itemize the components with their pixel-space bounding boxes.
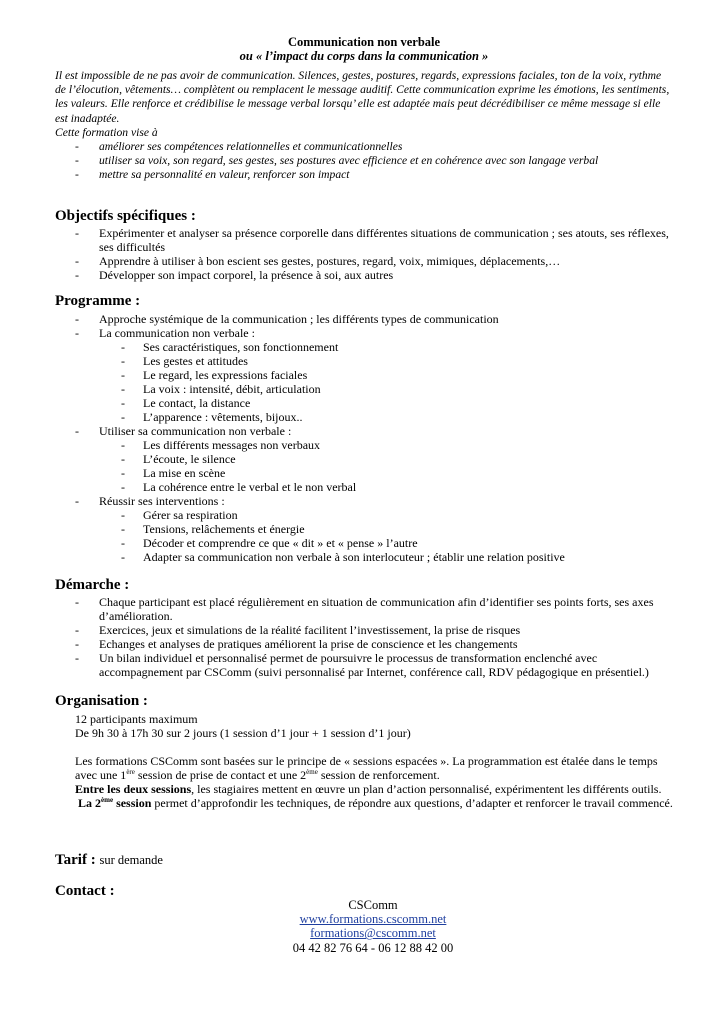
sub-list-item: - Gérer sa respiration [99, 508, 680, 522]
list-item: - Un bilan individuel et personnalisé permet de poursuivre le processus de transformation enclenché avec accompagnement par CSComm (suivi personnalisé par Internet, conférence call, RDV pédagogique en présentiel.) [55, 651, 680, 679]
contact-company: CSComm [348, 898, 398, 912]
programme-list [55, 312, 680, 564]
sub-list-item: - Les différents messages non verbaux [99, 438, 680, 452]
sub-list-item: - Le regard, les expressions faciales [99, 368, 680, 382]
sub-list-item: - Ses caractéristiques, son fonctionnement [99, 340, 680, 354]
sub-list-item: - Le contact, la distance [99, 396, 680, 410]
list-item: - Exercices, jeux et simulations de la réalité facilitent l’investissement, la prise de risques [55, 623, 680, 637]
demarche-list [55, 595, 680, 679]
programme-sublist [99, 340, 680, 424]
sub-list-item: - Adapter sa communication non verbale à son interlocuteur ; établir une relation positive [99, 550, 680, 564]
list-item [55, 424, 680, 494]
document-subtitle: ou « l’impact du corps dans la communication » [239, 49, 489, 63]
organisation-paragraph-between: Entre les deux sessions, les stagiaires mettent en œuvre un plan d’action personnalisé, expérimentent les différents outils. [75, 782, 662, 796]
sub-list-item: - Les gestes et attitudes [99, 354, 680, 368]
list-item: - Echanges et analyses de pratiques améliorent la prise de conscience et les changements [55, 637, 680, 651]
list-item [55, 494, 680, 564]
document-title: Communication non verbale [287, 35, 441, 49]
objectifs-heading: Objectifs spécifiques : [55, 208, 196, 224]
programme-item-label: Approche systémique de la communication ; les différents types de communication [99, 312, 499, 326]
list-item: - Chaque participant est placé régulièrement en situation de communication afin d’identifier ses points forts, ses axes d’amélioration. [55, 595, 680, 623]
list-item: - mettre sa personnalité en valeur, renforcer son impact [55, 168, 675, 182]
list-item: - utiliser sa voix, son regard, ses gestes, ses postures avec efficience et en cohérence avec son langage verbal [55, 154, 675, 168]
email-link[interactable]: formations@cscomm.net [310, 926, 436, 941]
objectifs-list [55, 226, 680, 282]
programme-item-label: La communication non verbale : [99, 326, 255, 340]
demarche-heading: Démarche : [55, 577, 130, 593]
sub-list-item: - La cohérence entre le verbal et le non verbal [99, 480, 680, 494]
organisation-paragraph-sessions: Les formations CSComm sont basées sur le principe de « sessions espacées ». La programmation est étalée dans le temps avec une 1ère session de prise de contact et une 2ème session de renforcement. [75, 754, 658, 782]
sub-list-item: - La voix : intensité, débit, articulation [99, 382, 680, 396]
programme-section [55, 312, 680, 564]
organisation-section [55, 712, 680, 810]
sub-list-item: - Tensions, relâchements et énergie [99, 522, 680, 536]
objectifs-section [55, 226, 680, 282]
intro-aim-label: Cette formation vise à [55, 125, 158, 139]
organisation-schedule: De 9h 30 à 17h 30 sur 2 jours (1 session d’1 jour + 1 session d’1 jour) [75, 726, 411, 740]
demarche-section [55, 595, 680, 679]
list-item: - Développer son impact corporel, la présence à soi, aux autres [55, 268, 680, 282]
tarif-heading: Tarif : sur demande [55, 852, 163, 868]
programme-item-label: Utiliser sa communication non verbale : [99, 424, 292, 438]
contact-block [0, 898, 728, 955]
programme-heading: Programme : [55, 293, 141, 309]
intro-paragraph: Il est impossible de ne pas avoir de communication. Silences, gestes, postures, regards, expressions faciales, ton de la voix, rythme de l’élocution, vêtements… complètent ou remplacent le message auditif. Cette communication exprime les émotions, les sentiments, les valeurs. Elle renforce et crédibilise le message verbal lorsqu’ elle est adaptée mais peut décrédibiliser ce même message si elle est inadaptée. [55, 69, 670, 125]
list-item [55, 326, 680, 424]
list-item: - Expérimenter et analyser sa présence corporelle dans différentes situations de communication ; ses atouts, ses réflexes, ses difficultés [55, 226, 680, 254]
list-item: - Apprendre à utiliser à bon escient ses gestes, postures, regard, voix, mimiques, déplacements,… [55, 254, 680, 268]
list-item: - améliorer ses compétences relationnelles et communicationnelles [55, 140, 675, 154]
intro-aims-list [55, 140, 675, 183]
website-link[interactable]: www.formations.cscomm.net [299, 912, 447, 927]
list-item [55, 312, 680, 326]
organisation-paragraph-second: La 2ème session permet d’approfondir les techniques, de répondre aux questions, d’adapter et renforcer le travail commencé. [78, 796, 673, 810]
sub-list-item: - Décoder et comprendre ce que « dit » et « pense » l’autre [99, 536, 680, 550]
organisation-heading: Organisation : [55, 693, 148, 709]
programme-sublist [99, 508, 680, 564]
programme-sublist [99, 438, 680, 494]
sub-list-item: - La mise en scène [99, 466, 680, 480]
contact-phones: 04 42 82 76 64 - 06 12 88 42 00 [292, 940, 454, 955]
programme-item-label: Réussir ses interventions : [99, 494, 225, 508]
sub-list-item: - L’apparence : vêtements, bijoux.. [99, 410, 680, 424]
sub-list-item: - L’écoute, le silence [99, 452, 680, 466]
organisation-participants: 12 participants maximum [75, 712, 198, 726]
contact-heading: Contact : [55, 883, 115, 899]
tarif-value: sur demande [99, 853, 163, 867]
intro-section [55, 69, 675, 183]
